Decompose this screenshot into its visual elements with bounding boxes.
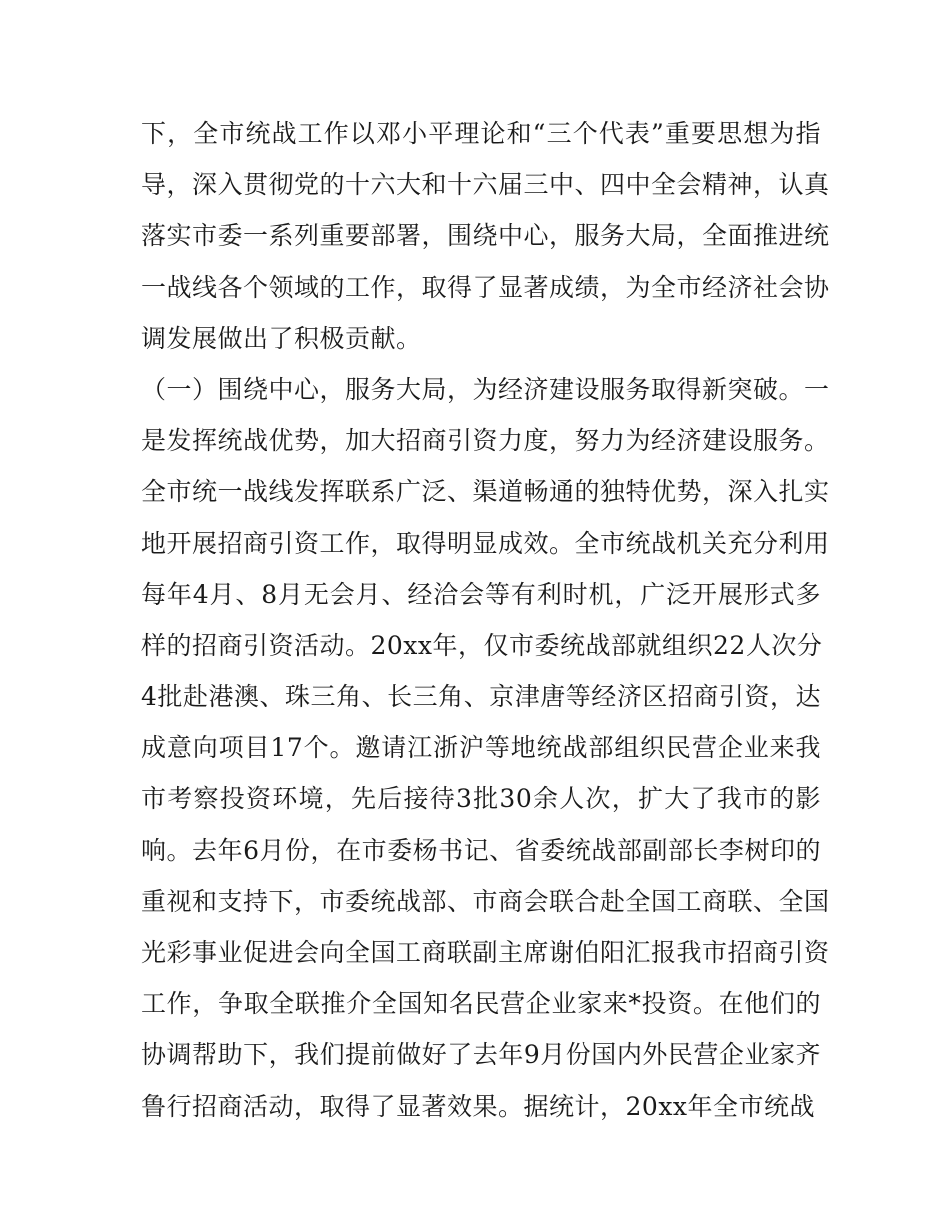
text-line: 重视和支持下，市委统战部、市商会联合赴全国工商联、全国 <box>141 886 830 916</box>
text-line: （一）围绕中心，服务大局，为经济建设服务取得新突破。一 <box>141 374 830 404</box>
text-line: 协调帮助下，我们提前做好了去年9月份国内外民营企业家齐 <box>141 1040 821 1070</box>
text-line: 调发展做出了积极贡献。 <box>141 323 422 353</box>
text-line: 市考察投资环境，先后接待3批30余人次，扩大了我市的影 <box>141 784 821 814</box>
text-line: 全市统一战线发挥联系广泛、渠道畅通的独特优势，深入扎实 <box>141 477 830 507</box>
text-line: 鲁行招商活动，取得了显著效果。据统计，20xx年全市统战 <box>141 1091 816 1121</box>
text-line: 光彩事业促进会向全国工商联副主席谢伯阳汇报我市招商引资 <box>141 938 830 967</box>
text-line: 成意向项目17个。邀请江浙沪等地统战部组织民营企业来我 <box>141 733 821 763</box>
text-line: 样的招商引资活动。20xx年，仅市委统战部就组织22人次分 <box>141 630 823 660</box>
text-line: 地开展招商引资工作，取得明显成效。全市统战机关充分利用 <box>141 528 830 558</box>
text-line: 4批赴港澳、珠三角、长三角、京津唐等经济区招商引资，达 <box>141 682 821 712</box>
text-line: 落实市委一系列重要部署，围绕中心，服务大局，全面推进统 <box>141 221 830 251</box>
text-line: 导，深入贯彻党的十六大和十六届三中、四中全会精神，认真 <box>141 170 830 200</box>
text-line: 是发挥统战优势，加大招商引资力度，努力为经济建设服务。 <box>141 426 830 456</box>
text-line: 下，全市统战工作以邓小平理论和“三个代表”重要思想为指 <box>141 119 821 148</box>
text-line: 每年4月、8月无会月、经洽会等有利时机，广泛开展形式多 <box>141 579 821 609</box>
text-line: 一战线各个领域的工作，取得了显著成绩，为全市经济社会协 <box>141 272 830 302</box>
body-text <box>141 108 830 1132</box>
text-line: 工作，争取全联推介全国知名民营企业家来*投资。在他们的 <box>141 989 821 1019</box>
text-line: 响。去年6月份，在市委杨书记、省委统战部副部长李树印的 <box>141 835 821 865</box>
